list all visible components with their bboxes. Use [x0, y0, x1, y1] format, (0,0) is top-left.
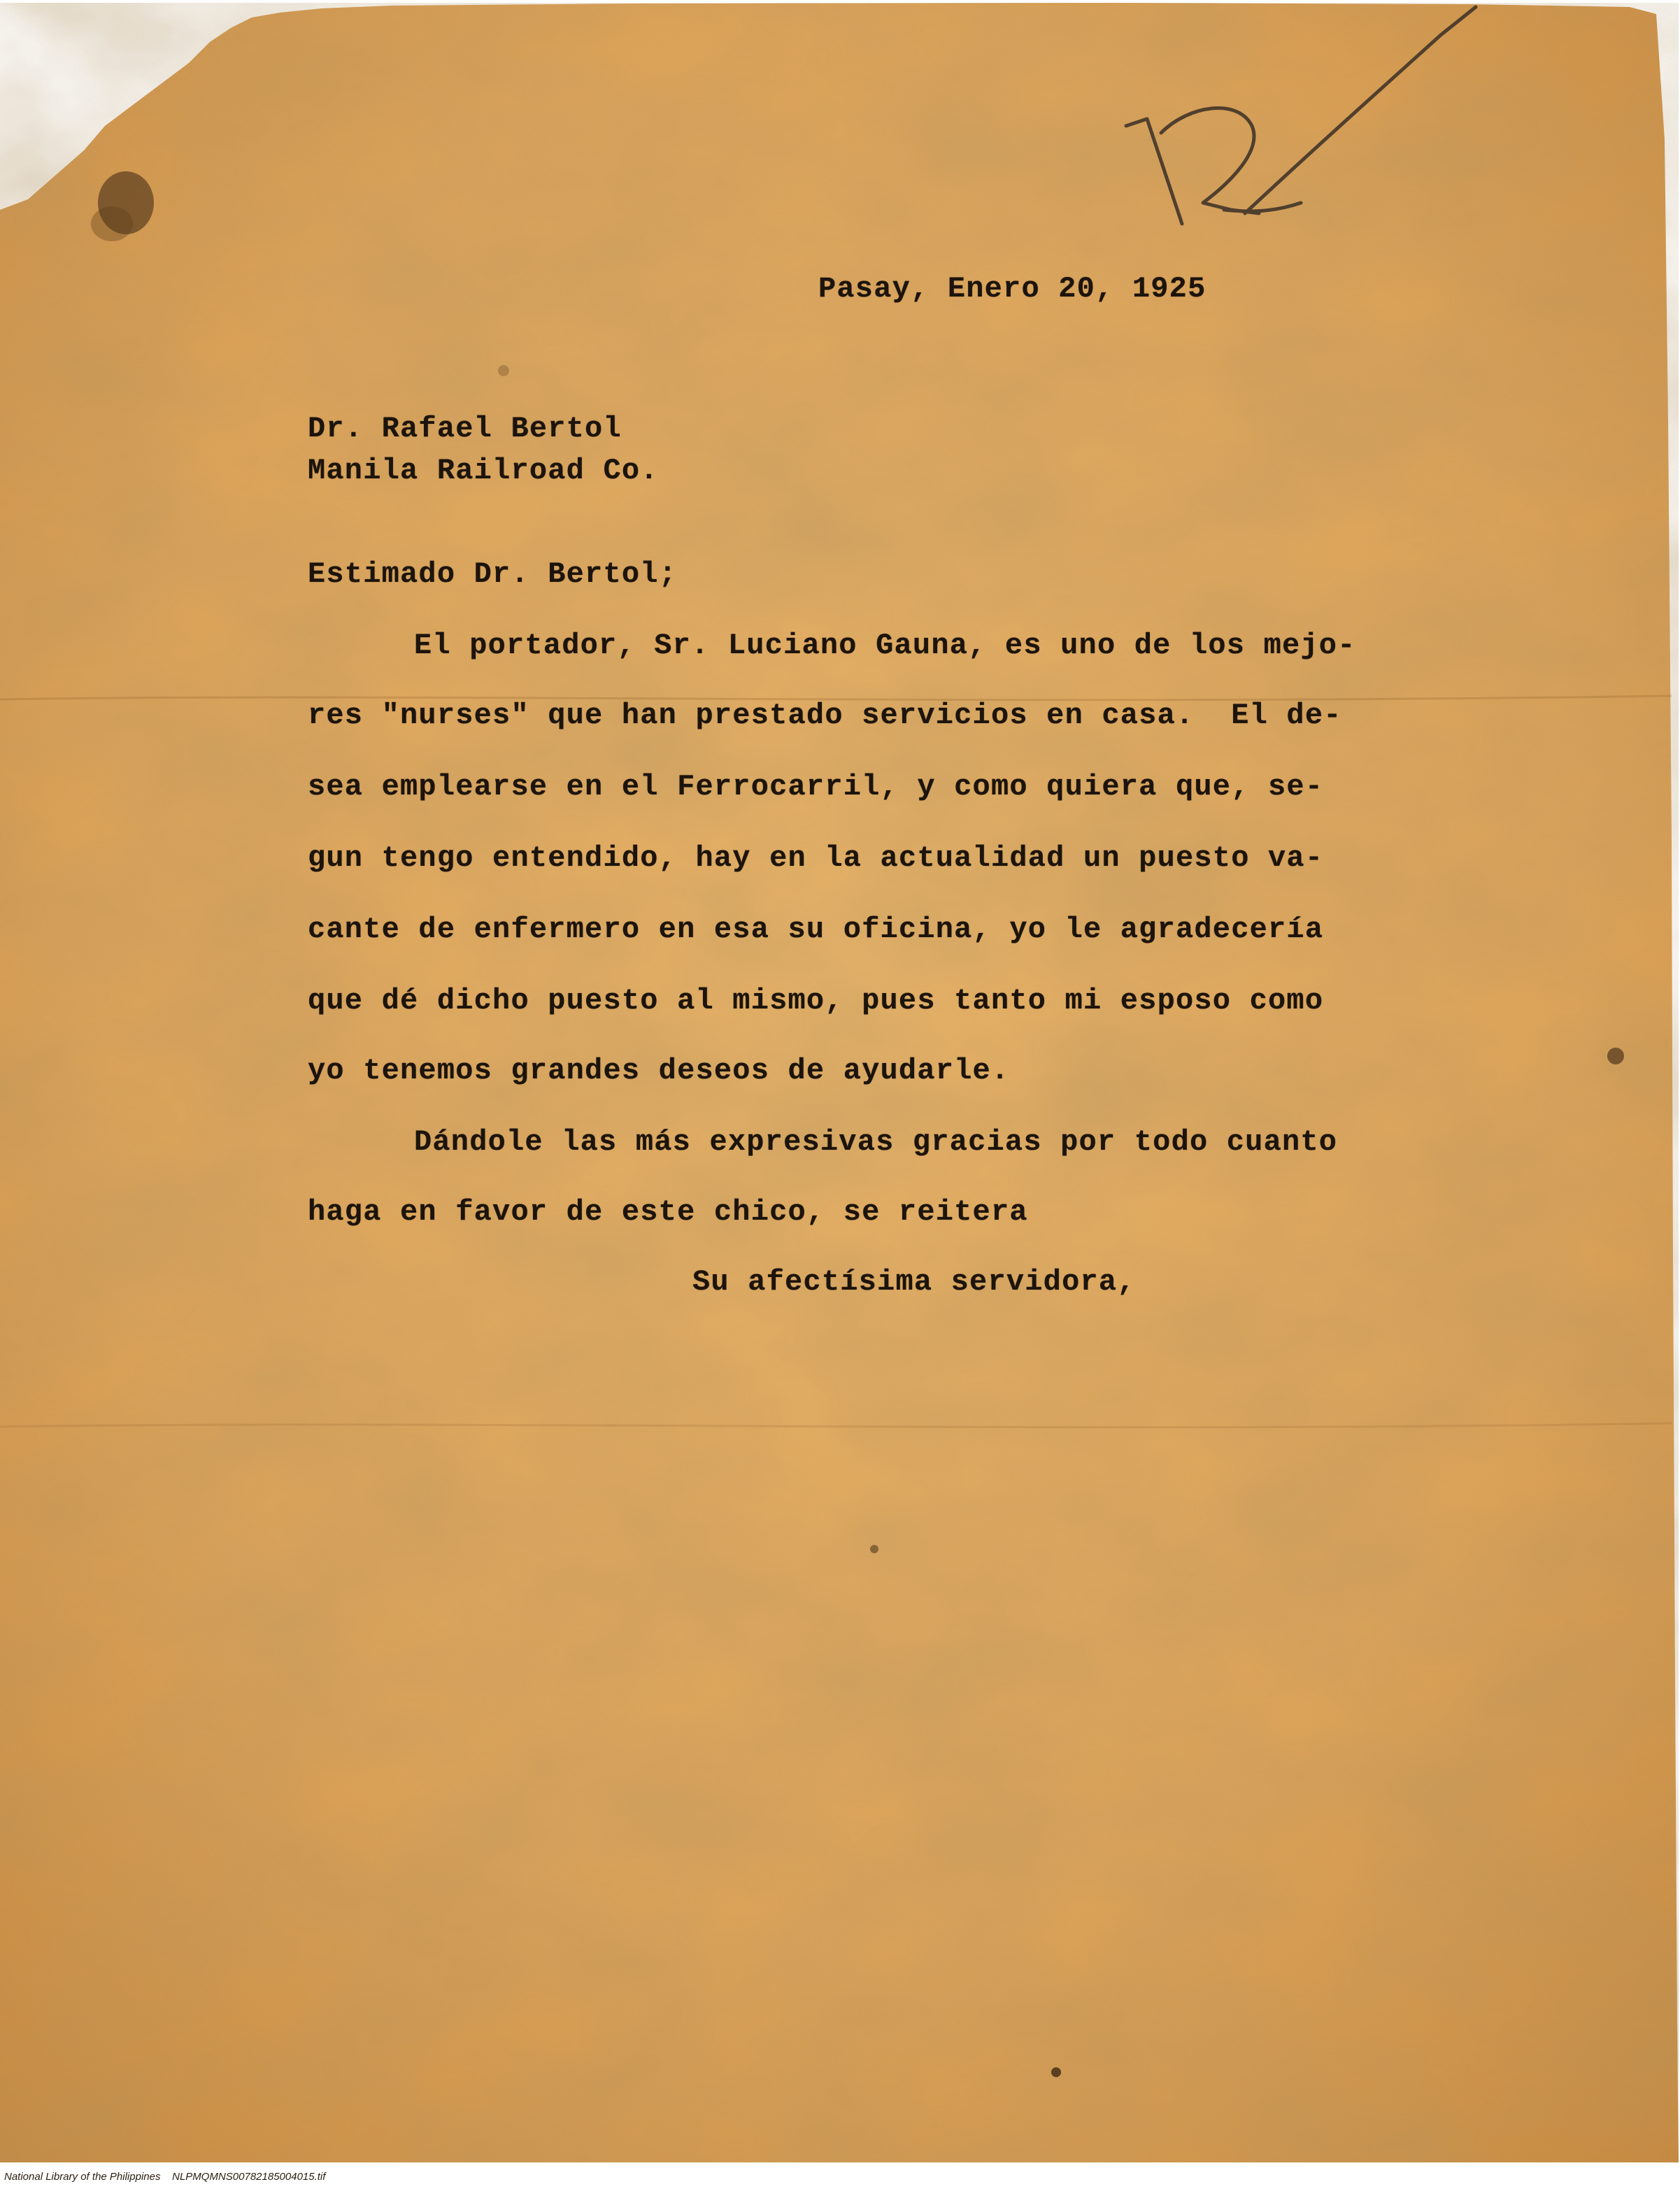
date-line: Pasay, Enero 20, 1925	[818, 272, 1206, 306]
closing-line: Dándole las más expresivas gracias por todo cuanto	[414, 1125, 1338, 1159]
closing-line: haga en favor de este chico, se reitera	[308, 1195, 1028, 1229]
recipient-name: Dr. Rafael Bertol	[308, 412, 622, 445]
recipient-org: Manila Railroad Co.	[308, 454, 659, 487]
archive-credit: National Library of the Philippines NLPMQMNS00782185004015.tif	[4, 2171, 326, 2183]
body-line: yo tenemos grandes deseos de ayudarle.	[308, 1054, 1010, 1088]
body-line: El portador, Sr. Luciano Gauna, es uno de los mejo-	[414, 629, 1356, 662]
body-line: sea emplearse en el Ferrocarril, y como quiera que, se-	[308, 770, 1324, 804]
body-line: que dé dicho puesto al mismo, pues tanto mi esposo como	[308, 984, 1324, 1018]
signoff: Su afectísima servidora,	[692, 1265, 1136, 1299]
salutation: Estimado Dr. Bertol;	[308, 557, 678, 591]
body-line: cante de enfermero en esa su oficina, yo le agradecería	[308, 913, 1324, 946]
body-line: res "nurses" que han prestado servicios en casa. El de-	[308, 699, 1342, 732]
body-line: gun tengo entendido, hay en la actualidad un puesto va-	[308, 841, 1324, 875]
